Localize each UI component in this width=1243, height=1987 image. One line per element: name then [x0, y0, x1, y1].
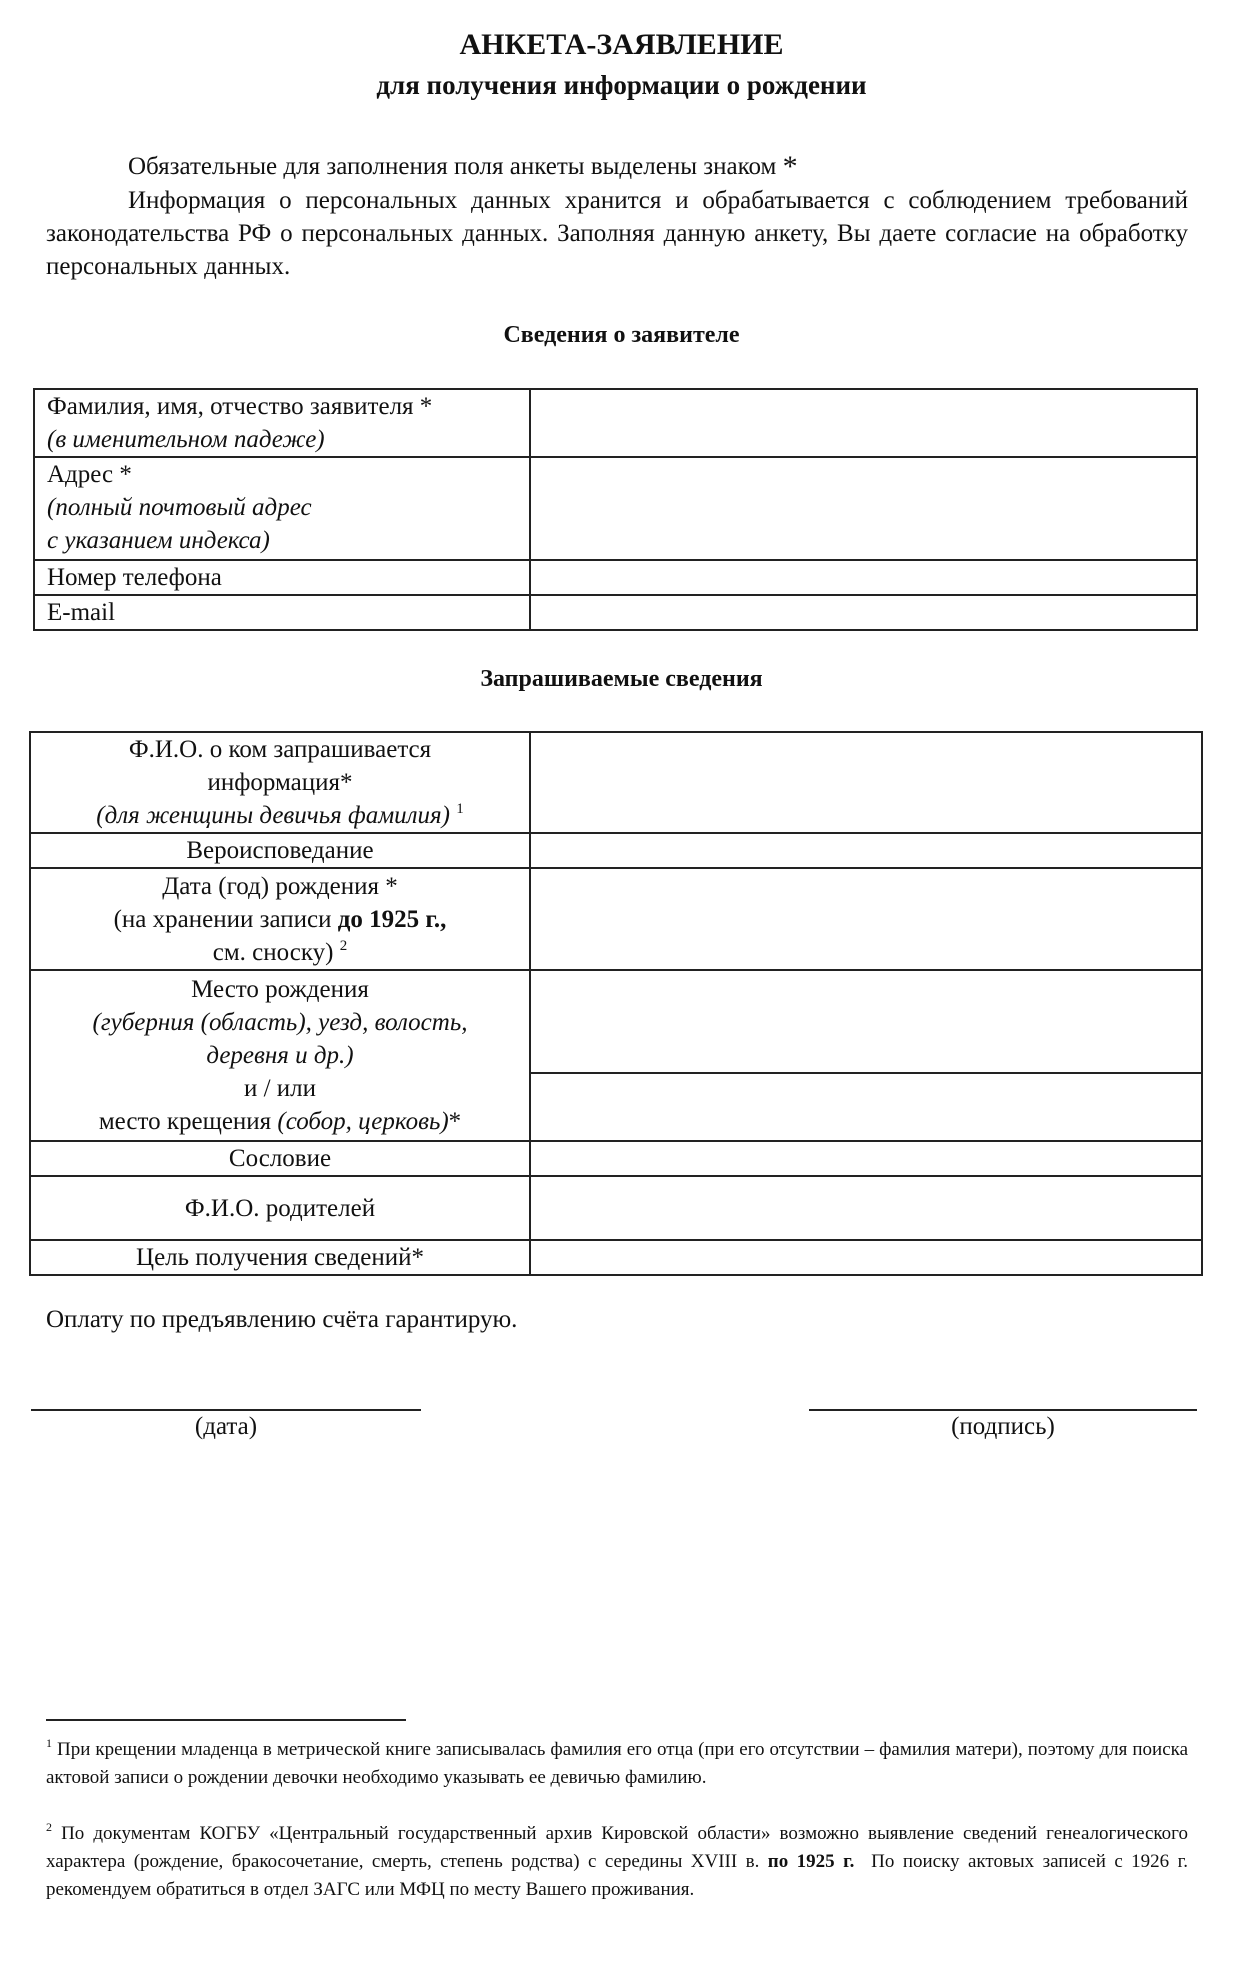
footnote-divider	[46, 1719, 406, 1721]
footnote-bold: по 1925 г.	[767, 1851, 855, 1872]
applicant-section-heading: Сведения о заявителе	[503, 322, 740, 348]
signature-label: (подпись)	[951, 1413, 1055, 1440]
footnote-ref-2[interactable]: 2	[339, 937, 348, 954]
footnote-1	[46, 1736, 1188, 1792]
requested-birthplace-label	[30, 970, 530, 1141]
requested-row-fio	[30, 732, 1202, 833]
label-text: место крещения	[98, 1108, 278, 1135]
required-note-text: Обязательные для заполнения поля анкеты выделены знаком	[128, 153, 777, 180]
requested-row-parents	[30, 1176, 1202, 1240]
label-hint: (собор, церковь)	[277, 1108, 449, 1135]
applicant-address-field[interactable]	[530, 457, 1197, 560]
requested-parents-field[interactable]	[530, 1176, 1202, 1240]
label-hint: с указанием индекса)	[47, 527, 270, 554]
footnote-2	[46, 1820, 1193, 1904]
label-hint: деревня и др.)	[206, 1042, 354, 1069]
applicant-phone-label: Номер телефона	[34, 560, 530, 595]
requested-row-estate	[30, 1141, 1202, 1176]
requested-row-birthdate	[30, 868, 1202, 970]
required-mark: *	[448, 1108, 462, 1135]
applicant-name-field[interactable]	[530, 389, 1197, 457]
label-text: Дата (год) рождения *	[162, 872, 398, 900]
applicant-row-name	[34, 389, 1197, 457]
label-text: Фамилия, имя, отчество заявителя *	[47, 393, 433, 420]
label-text: Адрес *	[47, 461, 132, 488]
requested-row-birthplace	[30, 970, 1202, 1073]
footnote-text: При крещении младенца в метрической книге записывалась фамилия его отца (при его отсутствии – фамилия матери), поэтому для поиска актовой записи о рождении девочки необходимо указывать ее девичью фамилию.	[46, 1739, 1188, 1788]
label-hint: (полный почтовый адрес	[47, 494, 312, 521]
label-text: информация*	[207, 769, 353, 796]
date-line[interactable]	[31, 1409, 421, 1411]
requested-purpose-field[interactable]	[530, 1240, 1202, 1275]
applicant-email-field[interactable]	[530, 595, 1197, 630]
applicant-row-email	[34, 595, 1197, 630]
signature-line[interactable]	[809, 1409, 1197, 1411]
requested-birthplace-field[interactable]	[530, 970, 1202, 1073]
payment-guarantee: Оплату по предъявлению счёта гарантирую.	[46, 1306, 518, 1333]
label-hint: (губерния (область), уезд, волость,	[92, 1009, 468, 1036]
footnote-ref-1[interactable]: 1	[456, 801, 464, 817]
privacy-note: Информация о персональных данных хранится и обрабатывается с соблюдением требований законодательства РФ о персональных данных. Заполняя данную анкету, Вы даете согласие на обработку персональных данных.	[46, 187, 1188, 280]
requested-section-heading: Запрашиваемые сведения	[480, 666, 763, 692]
label-text: см. сноску)	[212, 938, 334, 966]
label-text: Ф.И.О. о ком запрашивается	[128, 736, 432, 763]
label-text: и / или	[243, 1075, 317, 1102]
requested-religion-field[interactable]	[530, 833, 1202, 868]
footnote-text: По поиску актовых записей с 1926 г. рекомендуем обратиться в отдел ЗАГС или МФЦ по месту Вашего проживания.	[46, 1851, 1193, 1900]
requested-baptism-field[interactable]	[530, 1073, 1202, 1141]
footnote-mark: 1	[46, 1736, 52, 1750]
requested-religion-label: Вероисповедание	[30, 833, 530, 868]
required-mark: *	[782, 150, 798, 183]
label-text: Место рождения	[191, 976, 369, 1003]
label-hint: (для женщины девичья фамилия)	[96, 802, 450, 829]
requested-estate-field[interactable]	[530, 1141, 1202, 1176]
applicant-row-address	[34, 457, 1197, 560]
applicant-email-label: E-mail	[34, 595, 530, 630]
requested-purpose-label: Цель получения сведений*	[30, 1240, 530, 1275]
applicant-table	[33, 388, 1198, 631]
date-label: (дата)	[194, 1413, 258, 1440]
label-bold: до 1925 г.,	[337, 905, 447, 933]
requested-parents-label: Ф.И.О. родителей	[30, 1176, 530, 1240]
required-note	[46, 150, 1188, 183]
requested-birthdate-field[interactable]	[530, 868, 1202, 970]
applicant-address-label	[34, 457, 530, 560]
footnote-mark: 2	[46, 1820, 52, 1834]
requested-estate-label: Сословие	[30, 1141, 530, 1176]
applicant-name-label	[34, 389, 530, 457]
footnote-text: По документам КОГБУ «Центральный государственный архив Кировской области» возможно выявление сведений генеалогического характера (рождение, бракосочетание, смерть, степень родства) с середины XVIII в.	[46, 1823, 1188, 1872]
applicant-phone-field[interactable]	[530, 560, 1197, 595]
label-hint: (в именительном падеже)	[47, 426, 325, 453]
requested-row-purpose	[30, 1240, 1202, 1275]
requested-row-religion	[30, 833, 1202, 868]
label-text: (на хранении записи	[113, 905, 338, 933]
applicant-row-phone	[34, 560, 1197, 595]
requested-fio-label	[30, 732, 530, 833]
requested-fio-field[interactable]	[530, 732, 1202, 833]
requested-birthdate-label	[30, 868, 530, 970]
form-subtitle: для получения информации о рождении	[376, 70, 867, 100]
form-title: АНКЕТА-ЗАЯВЛЕНИЕ	[459, 28, 784, 61]
requested-table	[29, 731, 1203, 1276]
